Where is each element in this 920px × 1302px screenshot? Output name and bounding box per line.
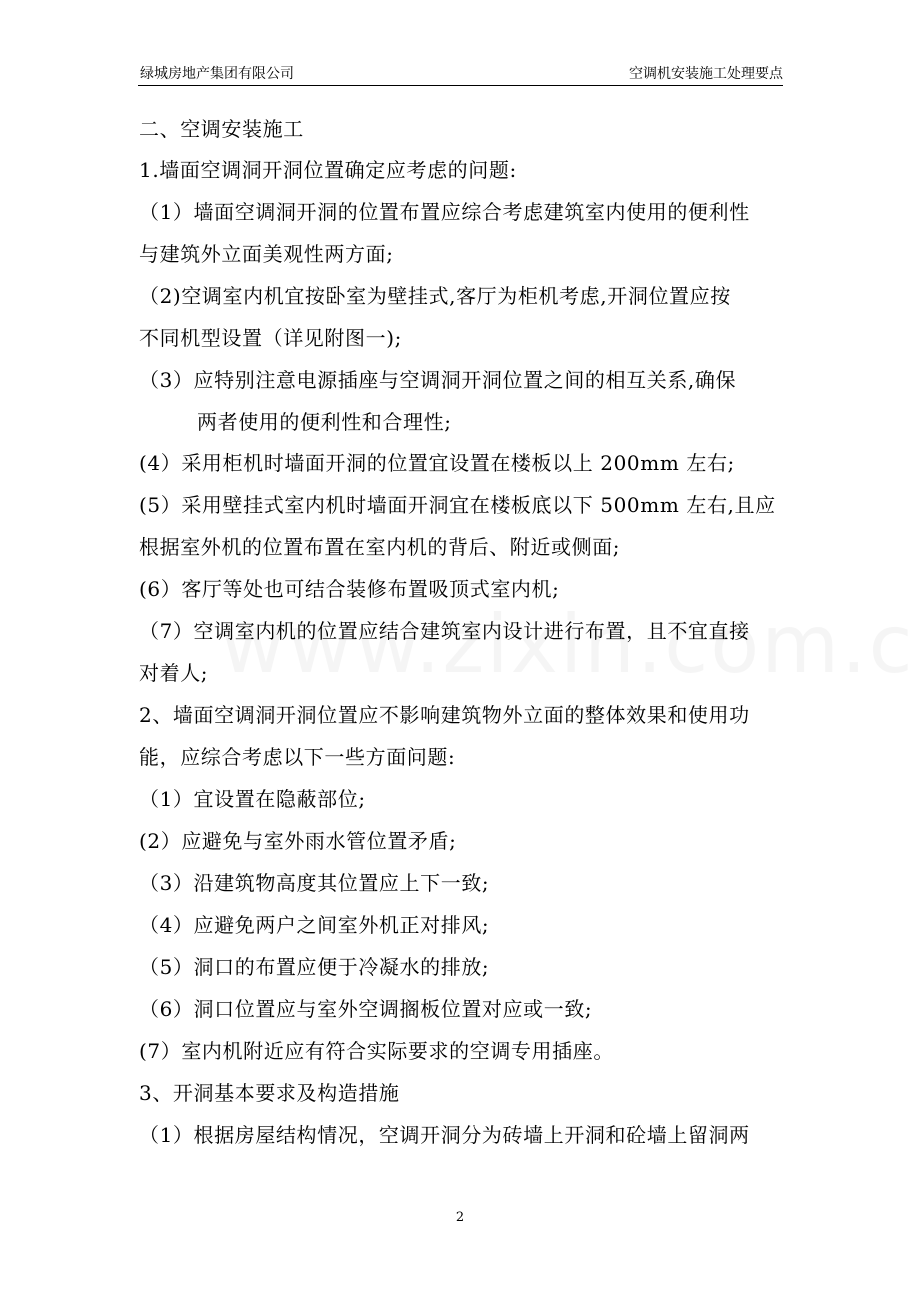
page-number: 2 <box>455 1210 465 1225</box>
body-line: （4）应避免两户之间室外机正对排风; <box>139 913 490 937</box>
header-title: 空调机安装施工处理要点 <box>629 66 783 82</box>
section-heading: 二、空调安装施工 <box>139 117 304 141</box>
body-line: （5）洞口的布置应便于冷凝水的排放; <box>139 955 490 979</box>
body-line: (6）客厅等处也可结合装修布置吸顶式室内机; <box>139 577 560 601</box>
body-line: 不同机型设置（详见附图一); <box>139 326 402 350</box>
body-line: 与建筑外立面美观性两方面; <box>139 242 394 266</box>
body-line: 1.墙面空调洞开洞位置确定应考虑的问题: <box>139 158 517 182</box>
body-line: (4）采用柜机时墙面开洞的位置宜设置在楼板以上 200mm 左右; <box>139 451 735 475</box>
section-heading: 3、开洞基本要求及构造措施 <box>139 1081 400 1105</box>
body-line: 根据室外机的位置布置在室内机的背后、附近或侧面; <box>139 535 621 559</box>
body-line: (5）采用壁挂式室内机时墙面开洞宜在楼板底以下 500mm 左右,且应 <box>139 493 776 517</box>
body-line: （7）空调室内机的位置应结合建筑室内设计进行布置，且不宜直接 <box>139 619 750 643</box>
body-line: （1）根据房屋结构情况，空调开洞分为砖墙上开洞和砼墙上留洞两 <box>139 1123 750 1147</box>
body-line: （3）沿建筑物高度其位置应上下一致; <box>139 871 490 895</box>
header-company: 绿城房地产集团有限公司 <box>140 66 294 82</box>
body-line: 对着人; <box>139 661 209 685</box>
body-line: （1）宜设置在隐蔽部位; <box>139 787 366 811</box>
body-line: （6）洞口位置应与室外空调搁板位置对应或一致; <box>139 997 593 1021</box>
body-line: 2、墙面空调洞开洞位置应不影响建筑物外立面的整体效果和使用功 <box>139 703 750 727</box>
body-line: （1）墙面空调洞开洞的位置布置应综合考虑建筑室内使用的便利性 <box>139 200 750 224</box>
body-line: （2)空调室内机宜按卧室为壁挂式,客厅为柜机考虑,开洞位置应按 <box>139 284 731 308</box>
body-line: 能，应综合考虑以下一些方面问题: <box>139 745 456 769</box>
header-rule <box>138 85 783 86</box>
body-line: (7）室内机附近应有符合实际要求的空调专用插座。 <box>139 1039 614 1063</box>
body-line: （3）应特别注意电源插座与空调洞开洞位置之间的相互关系,确保 <box>139 368 737 392</box>
body-line: 两者使用的便利性和合理性; <box>197 410 452 434</box>
body-line: (2）应避免与室外雨水管位置矛盾; <box>139 829 457 853</box>
